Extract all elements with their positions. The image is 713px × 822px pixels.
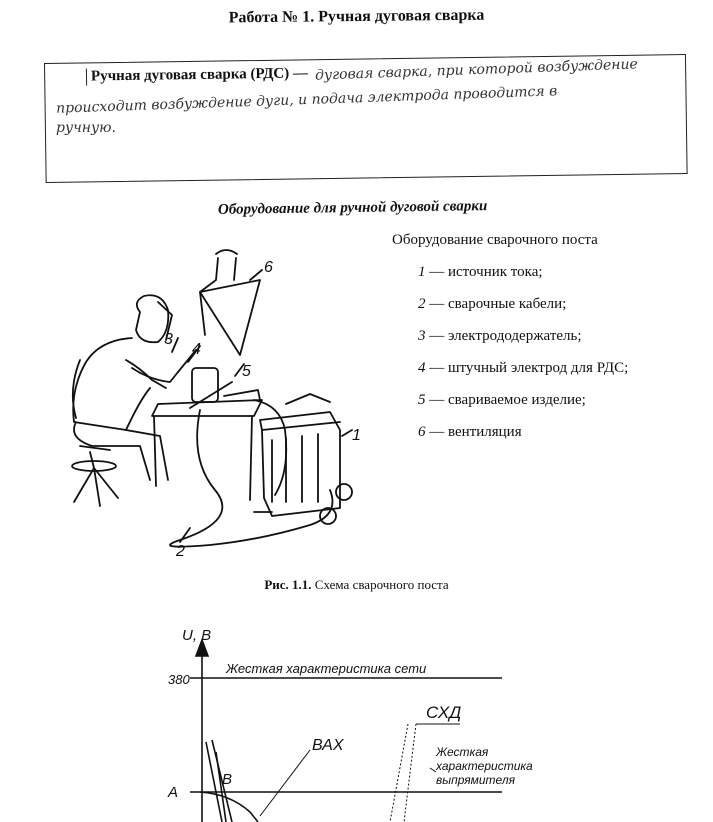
skhd-curve-2 xyxy=(404,724,416,822)
section-title: Оборудование для ручной дуговой сварки xyxy=(217,198,488,218)
item-number: 1 xyxy=(418,264,426,280)
figure-label-2: 2 xyxy=(176,543,185,560)
rectifier-label-2: характеристика xyxy=(436,759,533,773)
list-item xyxy=(418,294,628,326)
y-axis-label: U, B xyxy=(182,627,212,644)
equipment-heading: Оборудование сварочного поста xyxy=(392,232,598,248)
rectifier-label-3: выпрямителя xyxy=(436,773,515,787)
item-text: — электрододержатель; xyxy=(429,328,582,344)
workpiece xyxy=(192,368,218,402)
equipment-list xyxy=(418,262,628,454)
page-title: Работа № 1. Ручная дуговая сварка xyxy=(228,6,485,27)
net-characteristic-label: Жесткая характеристика сети xyxy=(226,661,427,676)
item-text: — свариваемое изделие; xyxy=(429,392,586,408)
list-item xyxy=(418,326,628,358)
handwritten-line-2: происходит возбуждение дуги, и подача электрода проводится в xyxy=(55,83,558,117)
b-label: B xyxy=(222,771,233,788)
figure-label-6: 6 xyxy=(264,259,273,276)
stool xyxy=(74,468,118,506)
handwritten-line-3: ручную. xyxy=(56,120,116,136)
vah-leader xyxy=(260,750,310,816)
figure-label-5: 5 xyxy=(242,363,251,380)
list-item xyxy=(418,390,628,422)
figure-label-1: 1 xyxy=(352,427,361,444)
item-text: — источник тока; xyxy=(429,264,543,280)
rectifier-label-1: Жесткая xyxy=(436,745,489,759)
figure-caption xyxy=(0,577,713,593)
item-number: 2 xyxy=(418,296,426,312)
item-text: — вентиляция xyxy=(429,424,522,440)
caption-text: Схема сварочного поста xyxy=(314,577,449,592)
definition-term: Ручная дуговая сварка (РДС) — xyxy=(86,65,308,85)
characteristics-graph xyxy=(160,622,560,822)
list-item xyxy=(418,422,628,454)
welder-body xyxy=(73,338,150,430)
item-text: — сварочные кабели; xyxy=(429,296,567,312)
ventilation-hood xyxy=(200,280,260,355)
handwritten-line-1: дуговая сварка, при которой возбуждение xyxy=(314,56,639,84)
list-item xyxy=(418,358,628,390)
skhd-curve-1 xyxy=(390,724,408,822)
item-text: — штучный электрод для РДС; xyxy=(429,360,629,376)
item-number: 4 xyxy=(418,360,426,376)
y-tick-380: 380 xyxy=(168,672,190,687)
figure-label-4: 4 xyxy=(192,341,201,358)
welding-station-illustration xyxy=(40,240,370,560)
skhd-label: СХД xyxy=(426,703,462,722)
item-number: 3 xyxy=(418,328,426,344)
item-number: 6 xyxy=(418,424,426,440)
figure-label-3: 3 xyxy=(164,331,173,348)
list-item xyxy=(418,262,628,294)
item-number: 5 xyxy=(418,392,426,408)
y-tick-a: A xyxy=(168,784,179,801)
caption-label: Рис. 1.1. xyxy=(264,577,312,592)
vah-label: ВАХ xyxy=(312,737,344,754)
